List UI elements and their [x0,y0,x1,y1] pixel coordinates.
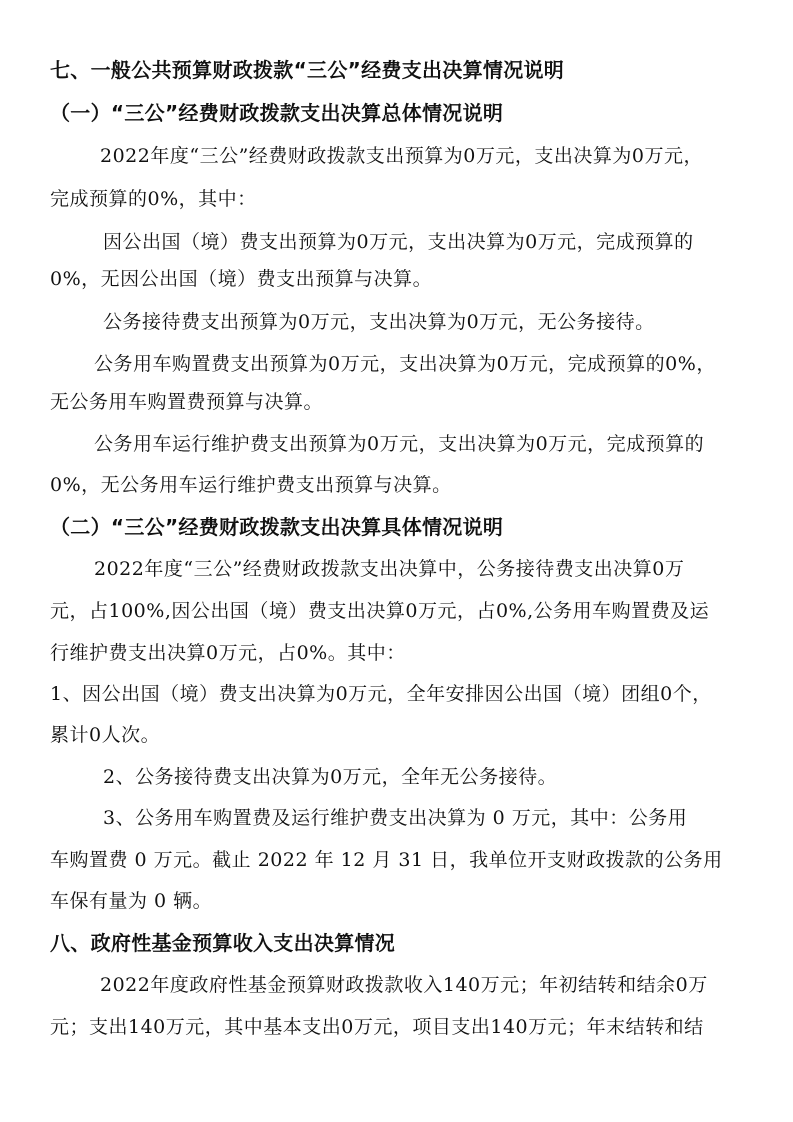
paragraph-line: 因公出国（境）费支出预算为0万元，支出决算为0万元，完成预算的 [103,231,694,253]
paragraph-line: 行维护费支出决算0万元，占0%。其中： [50,642,406,664]
section-7-title: 七、一般公共预算财政拨款“三公”经费支出决算情况说明 [50,58,565,82]
paragraph-line: 元；支出140万元，其中基本支出0万元，项目支出140万元；年末结转和结 [50,1016,704,1038]
paragraph-line: 2022年度政府性基金预算财政拨款收入140万元；年初结转和结余0万 [100,974,708,996]
paragraph-line: 完成预算的0%，其中： [50,188,257,210]
paragraph-line: 车购置费 0 万元。截止 2022 年 12 月 31 日，我单位开支财政拨款的公务用 [50,849,723,871]
section-7-2-title: （二）“三公”经费财政拨款支出决算具体情况说明 [50,515,504,539]
paragraph-line: 0%，无因公出国（境）费支出预算与决算。 [50,268,433,290]
paragraph-line: 2022年度“三公”经费财政拨款支出决算中，公务接待费支出决算0万 [94,558,685,580]
paragraph-line: 无公务用车购置费预算与决算。 [50,391,324,413]
paragraph-line: 公务用车运行维护费支出预算为0万元，支出决算为0万元，完成预算的 [94,433,705,455]
paragraph-line: 3、公务用车购置费及运行维护费支出决算为 0 万元，其中：公务用 [103,807,688,829]
paragraph-line: 0%，无公务用车运行维护费支出预算与决算。 [50,474,452,496]
section-7-1-title: （一）“三公”经费财政拨款支出决算总体情况说明 [50,101,504,125]
paragraph-line: 2、公务接待费支出决算为0万元，全年无公务接待。 [103,766,558,788]
paragraph-line: 1、因公出国（境）费支出决算为0万元，全年安排因公出国（境）团组0个， [50,683,712,705]
paragraph-line: 元，占100%,因公出国（境）费支出决算0万元，占0%,公务用车购置费及运 [50,600,710,622]
paragraph-line: 公务用车购置费支出预算为0万元，支出决算为0万元，完成预算的0%， [94,353,716,375]
paragraph-line: 2022年度“三公”经费财政拨款支出预算为0万元，支出决算为0万元， [100,145,703,167]
paragraph-line: 累计0人次。 [50,724,161,746]
paragraph-line: 公务接待费支出预算为0万元，支出决算为0万元，无公务接待。 [103,311,655,333]
paragraph-line: 车保有量为 0 辆。 [50,890,213,912]
section-8-title: 八、政府性基金预算收入支出决算情况 [50,931,396,955]
